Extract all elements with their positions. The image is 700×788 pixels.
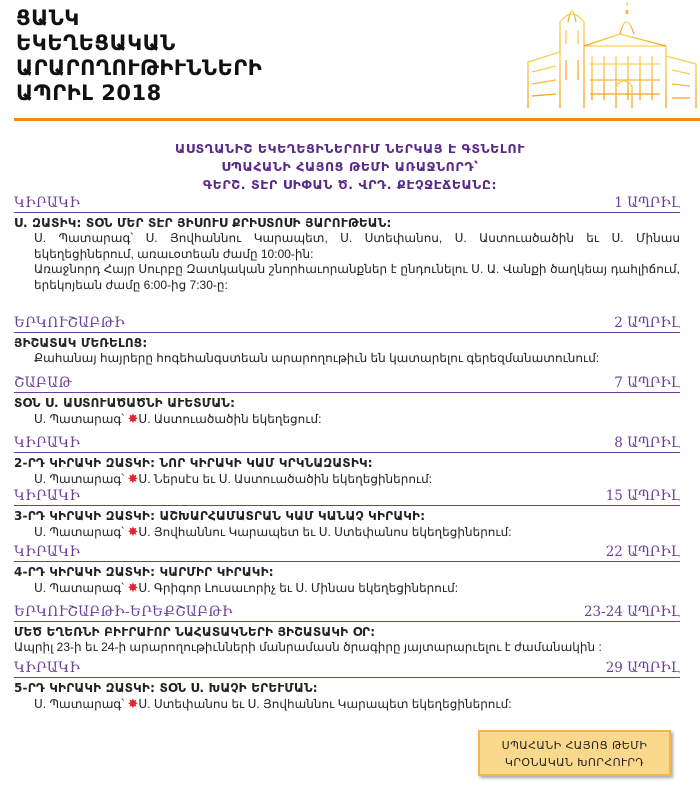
day-header bbox=[14, 659, 680, 678]
service-note: Քահանայ հայրերը հոգեհանգստեան արարողութիւն են կատարելու գերեզմանատունում: bbox=[34, 351, 600, 365]
service-prefix: Ս. Պատարագ՝ bbox=[34, 697, 128, 711]
schedule-entry bbox=[14, 659, 680, 715]
intro-line: ՍՊԱՀԱՆԻ ՀԱՅՈՑ ԹԵՄԻ ԱՌԱՋՆՈՐԴ՝ bbox=[221, 159, 479, 174]
day-date: 29 ԱՊՐԻԼ bbox=[605, 660, 680, 676]
intro-line: ԳԵՐՇ. ՏԷՐ ՍԻՓԱՆ Ծ. ՎՐԴ. ՔԷՉՋԷՃԵԱՆԸ: bbox=[202, 177, 498, 192]
service-note bbox=[14, 580, 680, 597]
day-date: 15 ԱՊՐԻԼ bbox=[605, 488, 680, 504]
service-church: Ս. Ստեփանոս եւ Ս. Յովհաննու Կարապետ եկեղեցիներում: bbox=[138, 697, 512, 711]
day-header bbox=[14, 487, 680, 506]
service-prefix: Ս. Պատարագ՝ bbox=[34, 525, 128, 539]
service-prefix: Ս. Պատարագ՝ bbox=[34, 412, 128, 426]
feast-title: Ս. ԶԱՏԻԿ: ՏՕՆ ՄԵՐ ՏԷՐ ՅԻՍՈՒՍ ՔՐԻՍՏՈՍԻ ՅԱՐՈՒԹԵԱՆ: bbox=[14, 216, 392, 230]
schedule-entry bbox=[14, 434, 680, 487]
day-name: ԿԻՐԱԿԻ bbox=[14, 488, 81, 504]
day-date: 7 ԱՊՐԻԼ bbox=[614, 375, 680, 391]
header-divider bbox=[14, 118, 700, 121]
schedule-entry bbox=[14, 314, 680, 374]
feast-title: ՄԵԾ ԵՂԵՌՆԻ ԲԻՒՐԱՒՈՐ ՆԱՀԱՏԱԿՆԵՐԻ ՅԻՇԱՏԱԿԻ ՕՐ: bbox=[14, 625, 376, 639]
council-badge bbox=[478, 730, 671, 776]
day-name: ՇԱԲԱԹ bbox=[14, 375, 73, 391]
title-line: ԱՐԱՐՈՂՈՒԹԻՒՆՆԵՐԻ bbox=[16, 56, 263, 80]
service-note bbox=[14, 524, 680, 541]
badge-line: ԿՐՕՆԱԿԱՆ ԽՈՐՀՈՒՐԴ bbox=[504, 756, 645, 769]
day-date: 23-24 ԱՊՐԻԼ bbox=[583, 604, 680, 620]
feast-title: 5-ՐԴ ԿԻՐԱԿԻ ԶԱՏԿԻ: ՏՕՆ Ս. ԽԱՉԻ ԵՐԵՒՄԱՆ: bbox=[14, 681, 318, 695]
service-church: Ս. Գրիգոր Լուսաւորիչ եւ Ս. Մինաս եկեղեցիներում: bbox=[138, 581, 459, 595]
feast-title: 4-ՐԴ ԿԻՐԱԿԻ ԶԱՏԿԻ: ԿԱՐՄԻՐ ԿԻՐԱԿԻ: bbox=[14, 565, 274, 579]
day-header bbox=[14, 314, 680, 333]
feast-title: ՏՕՆ Ս. ԱՍՏՈՒԱԾԱԾՆԻ ԱՒԵՏՄԱՆ: bbox=[14, 396, 236, 410]
title-line: ՑԱՆԿ bbox=[16, 6, 80, 30]
intro-notice bbox=[0, 140, 700, 194]
title-line: ԵԿԵՂԵՑԱԿԱՆ bbox=[16, 31, 176, 55]
bishop-star-icon: ✸ bbox=[127, 696, 139, 711]
service-note bbox=[14, 411, 680, 428]
feast-title: 2-ՐԴ ԿԻՐԱԿԻ ԶԱՏԿԻ: ՆՈՐ ԿԻՐԱԿԻ ԿԱՄ ԿՐԿՆԱԶԱՏԻԿ: bbox=[14, 456, 373, 470]
day-date: 22 ԱՊՐԻԼ bbox=[605, 544, 680, 560]
day-name: ԵՐԿՈՒՇԱԲԹԻ bbox=[14, 315, 126, 331]
schedule-list bbox=[14, 194, 680, 715]
feast-title: 3-ՐԴ ԿԻՐԱԿԻ ԶԱՏԿԻ: ԱՇԽԱՐՀԱՄԱՏՐԱՆ ԿԱՄ ԿԱՆԱՉ ԿԻՐԱԿԻ: bbox=[14, 509, 426, 523]
schedule-entry bbox=[14, 194, 680, 314]
bishop-star-icon: ✸ bbox=[127, 524, 139, 539]
day-name: ԿԻՐԱԿԻ bbox=[14, 544, 81, 560]
day-header bbox=[14, 194, 680, 213]
service-note: Առաջնորդ Հայր Սուրբը Զատկական շնորհաւորանքներ է ընդունելու Ս. Ա. Վանքի ծաղկեայ դահլիճում, երեկոյեան ժամը 6:00-ից 7:30-ը: bbox=[34, 262, 680, 292]
header bbox=[0, 0, 700, 122]
schedule-entry bbox=[14, 374, 680, 434]
badge-line: ՍՊԱՀԱՆԻ ՀԱՅՈՑ ԹԵՄԻ bbox=[501, 739, 648, 752]
title-line: ԱՊՐԻԼ 2018 bbox=[16, 81, 162, 105]
day-header bbox=[14, 434, 680, 453]
day-date: 8 ԱՊՐԻԼ bbox=[614, 435, 680, 451]
service-church: Ս. Աստուածածին եկեղեցում: bbox=[138, 412, 322, 426]
bishop-star-icon: ✸ bbox=[127, 471, 139, 486]
service-church: Ս. Յովհաննու Կարապետ եւ Ս. Ստեփանոս եկեղեցիներում: bbox=[138, 525, 512, 539]
bishop-star-icon: ✸ bbox=[127, 411, 139, 426]
service-note: Ապրիլ 23-ի եւ 24-ի արարողութիւնների մանրամասն ծրագիրը յայտարարւելու է ժամանակին : bbox=[14, 640, 602, 654]
schedule-entry bbox=[14, 603, 680, 659]
day-name: ԿԻՐԱԿԻ bbox=[14, 660, 81, 676]
schedule-entry bbox=[14, 543, 680, 603]
schedule-entry bbox=[14, 487, 680, 543]
service-note bbox=[14, 471, 680, 488]
day-name: ԿԻՐԱԿԻ bbox=[14, 435, 81, 451]
service-prefix: Ս. Պատարագ՝ bbox=[34, 581, 128, 595]
page-title bbox=[16, 6, 262, 106]
service-church: Ս. Ներսէս եւ Ս. Աստուածածին եկեղեցիներում: bbox=[138, 472, 433, 486]
day-date: 2 ԱՊՐԻԼ bbox=[614, 315, 680, 331]
day-date: 1 ԱՊՐԻԼ bbox=[614, 195, 680, 211]
intro-line: ԱՍՏՂԱՆԻՇ ԵԿԵՂԵՑԻՆԵՐՈՒՄ ՆԵՐԿԱՅ Է ԳՏՆԵԼՈՒ bbox=[174, 141, 525, 156]
service-prefix: Ս. Պատարագ՝ bbox=[34, 472, 128, 486]
day-header bbox=[14, 603, 680, 622]
day-name: ԿԻՐԱԿԻ bbox=[14, 195, 81, 211]
bishop-star-icon: ✸ bbox=[127, 580, 139, 595]
day-name: ԵՐԿՈՒՇԱԲԹԻ-ԵՐԵՔՇԱԲԹԻ bbox=[14, 604, 233, 620]
cathedral-illustration bbox=[520, 0, 700, 112]
service-note: Ս. Պատարագ՝ Ս. Յովհաննու Կարապետ, Ս. Ստեփանոս, Ս. Աստուածածին եւ Ս. Մինաս եկեղեցիներում, առաւօտեան ժամը 10:00-ին: bbox=[34, 231, 680, 261]
service-note bbox=[14, 696, 680, 713]
feast-title: ՅԻՇԱՏԱԿ ՄԵՌԵԼՈՑ: bbox=[14, 336, 148, 350]
day-header bbox=[14, 543, 680, 562]
day-header bbox=[14, 374, 680, 393]
